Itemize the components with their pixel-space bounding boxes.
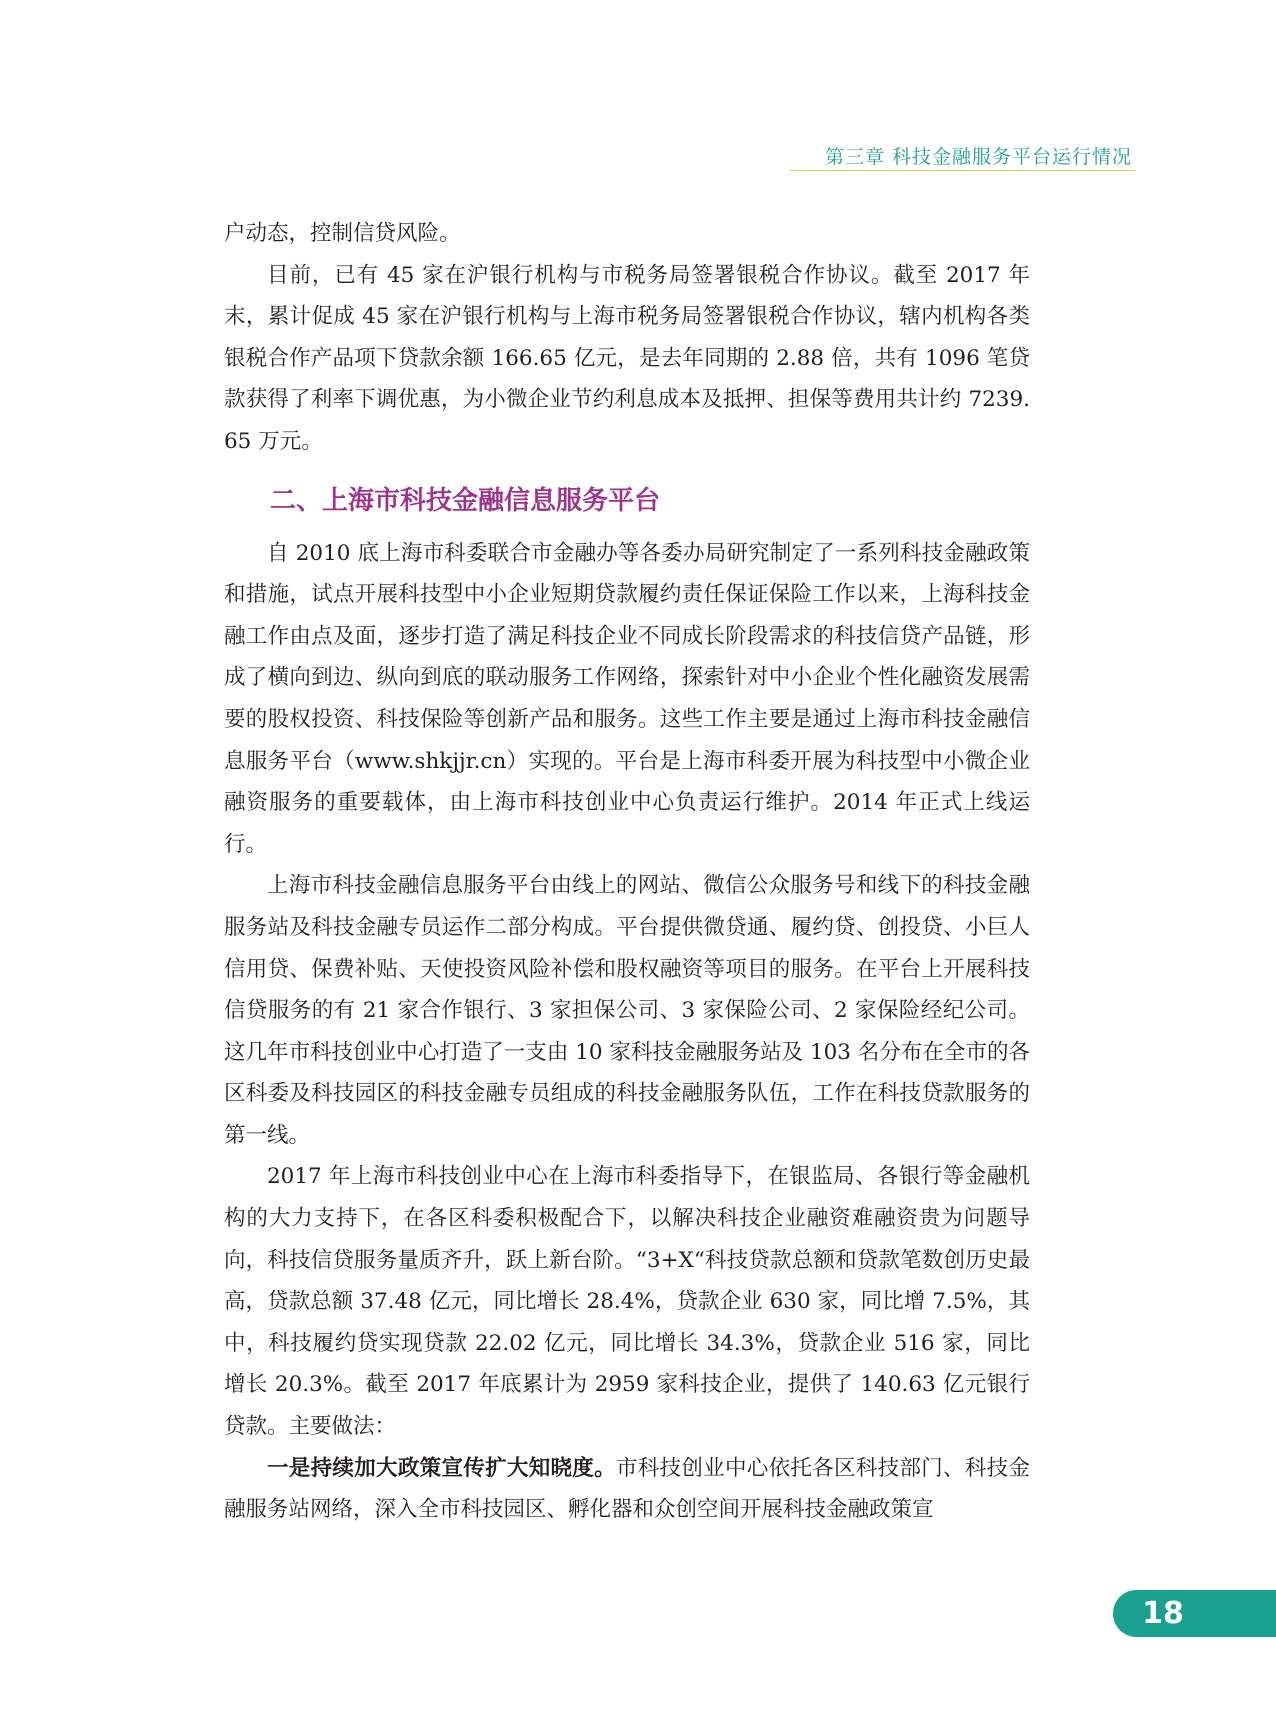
- method-one-body: 市科技创业中心依托各区科技部门、科技金融服务站网络，深入全市科技园区、孵化器和众创空间开展科技金融政策宣: [224, 1455, 1030, 1523]
- paragraph-2017-results: 2017 年上海市科技创业中心在上海市科委指导下，在银监局、各银行等金融机构的大力支持下，在各区科委积极配合下，以解决科技企业融资难融资贵为问题导向，科技信贷服务量质齐升，跃上新台阶。“3+X“科技贷款总额和贷款笔数创历史最高，贷款总额 37.48 亿元，同比增长 28.4%，贷款企业 630 家，同比增 7.5%，其中，科技履约贷实现贷款 22.02 亿元，同比增长 34.3%，贷款企业 516 家，同比增长 20.3%。截至 2017 年底累计为 2959 家科技企业，提供了 140.63 亿元银行贷款。主要做法：: [224, 1164, 1030, 1440]
- section-heading: 二、上海市科技金融信息服务平台: [270, 485, 661, 516]
- running-header-chapter-title: 第三章 科技金融服务平台运行情况: [824, 146, 1132, 168]
- page-number-tab: [1113, 1590, 1276, 1637]
- page-number: 18: [1142, 1596, 1184, 1631]
- paragraph-continuation: 户动态，控制信贷风险。: [224, 221, 461, 246]
- paragraph-platform-background: 自 2010 底上海市科委联合市金融办等各委办局研究制定了一系列科技金融政策和措施，试点开展科技型中小企业短期贷款履约责任保证保险工作以来，上海科技金融工作由点及面，逐步打造了满足科技企业不同成长阶段需求的科技信贷产品链，形成了横向到边、纵向到底的联动服务工作网络，探索针对中小企业个性化融资发展需要的股权投资、科技保险等创新产品和服务。这些工作主要是通过上海市科技金融信息服务平台（www.shkjjr.cn）实现的。平台是上海市科委开展为科技型中小微企业融资服务的重要载体，由上海市科技创业中心负责运行维护。2014 年正式上线运行。: [224, 540, 1030, 857]
- paragraph-method-one: [224, 1448, 1030, 1531]
- header-divider: [790, 170, 1135, 171]
- paragraph-platform-composition: 上海市科技金融信息服务平台由线上的网站、微信公众服务号和线下的科技金融服务站及科技金融专员运作二部分构成。平台提供微贷通、履约贷、创投贷、小巨人信用贷、保费补贴、天使投资风险补偿和股权融资等项目的服务。在平台上开展科技信贷服务的有 21 家合作银行、3 家担保公司、3 家保险公司、2 家保险经纪公司。这几年市科技创业中心打造了一支由 10 家科技金融服务站及 103 名分布在全市的各区科委及科技园区的科技金融专员组成的科技金融服务队伍，工作在科技贷款服务的第一线。: [224, 873, 1030, 1148]
- paragraph-bank-tax-cooperation: 目前，已有 45 家在沪银行机构与市税务局签署银税合作协议。截至 2017 年末，累计促成 45 家在沪银行机构与上海市税务局签署银税合作协议，辖内机构各类银税合作产品项下贷款余额 166.65 亿元，是去年同期的 2.88 倍，共有 1096 笔贷款获得了利率下调优惠，为小微企业节约利息成本及抵押、担保等费用共计约 7239.65 万元。: [224, 262, 1030, 454]
- body-content: [224, 213, 1030, 1531]
- method-one-lead: 一是持续加大政策宣传扩大知晓度。: [267, 1455, 616, 1481]
